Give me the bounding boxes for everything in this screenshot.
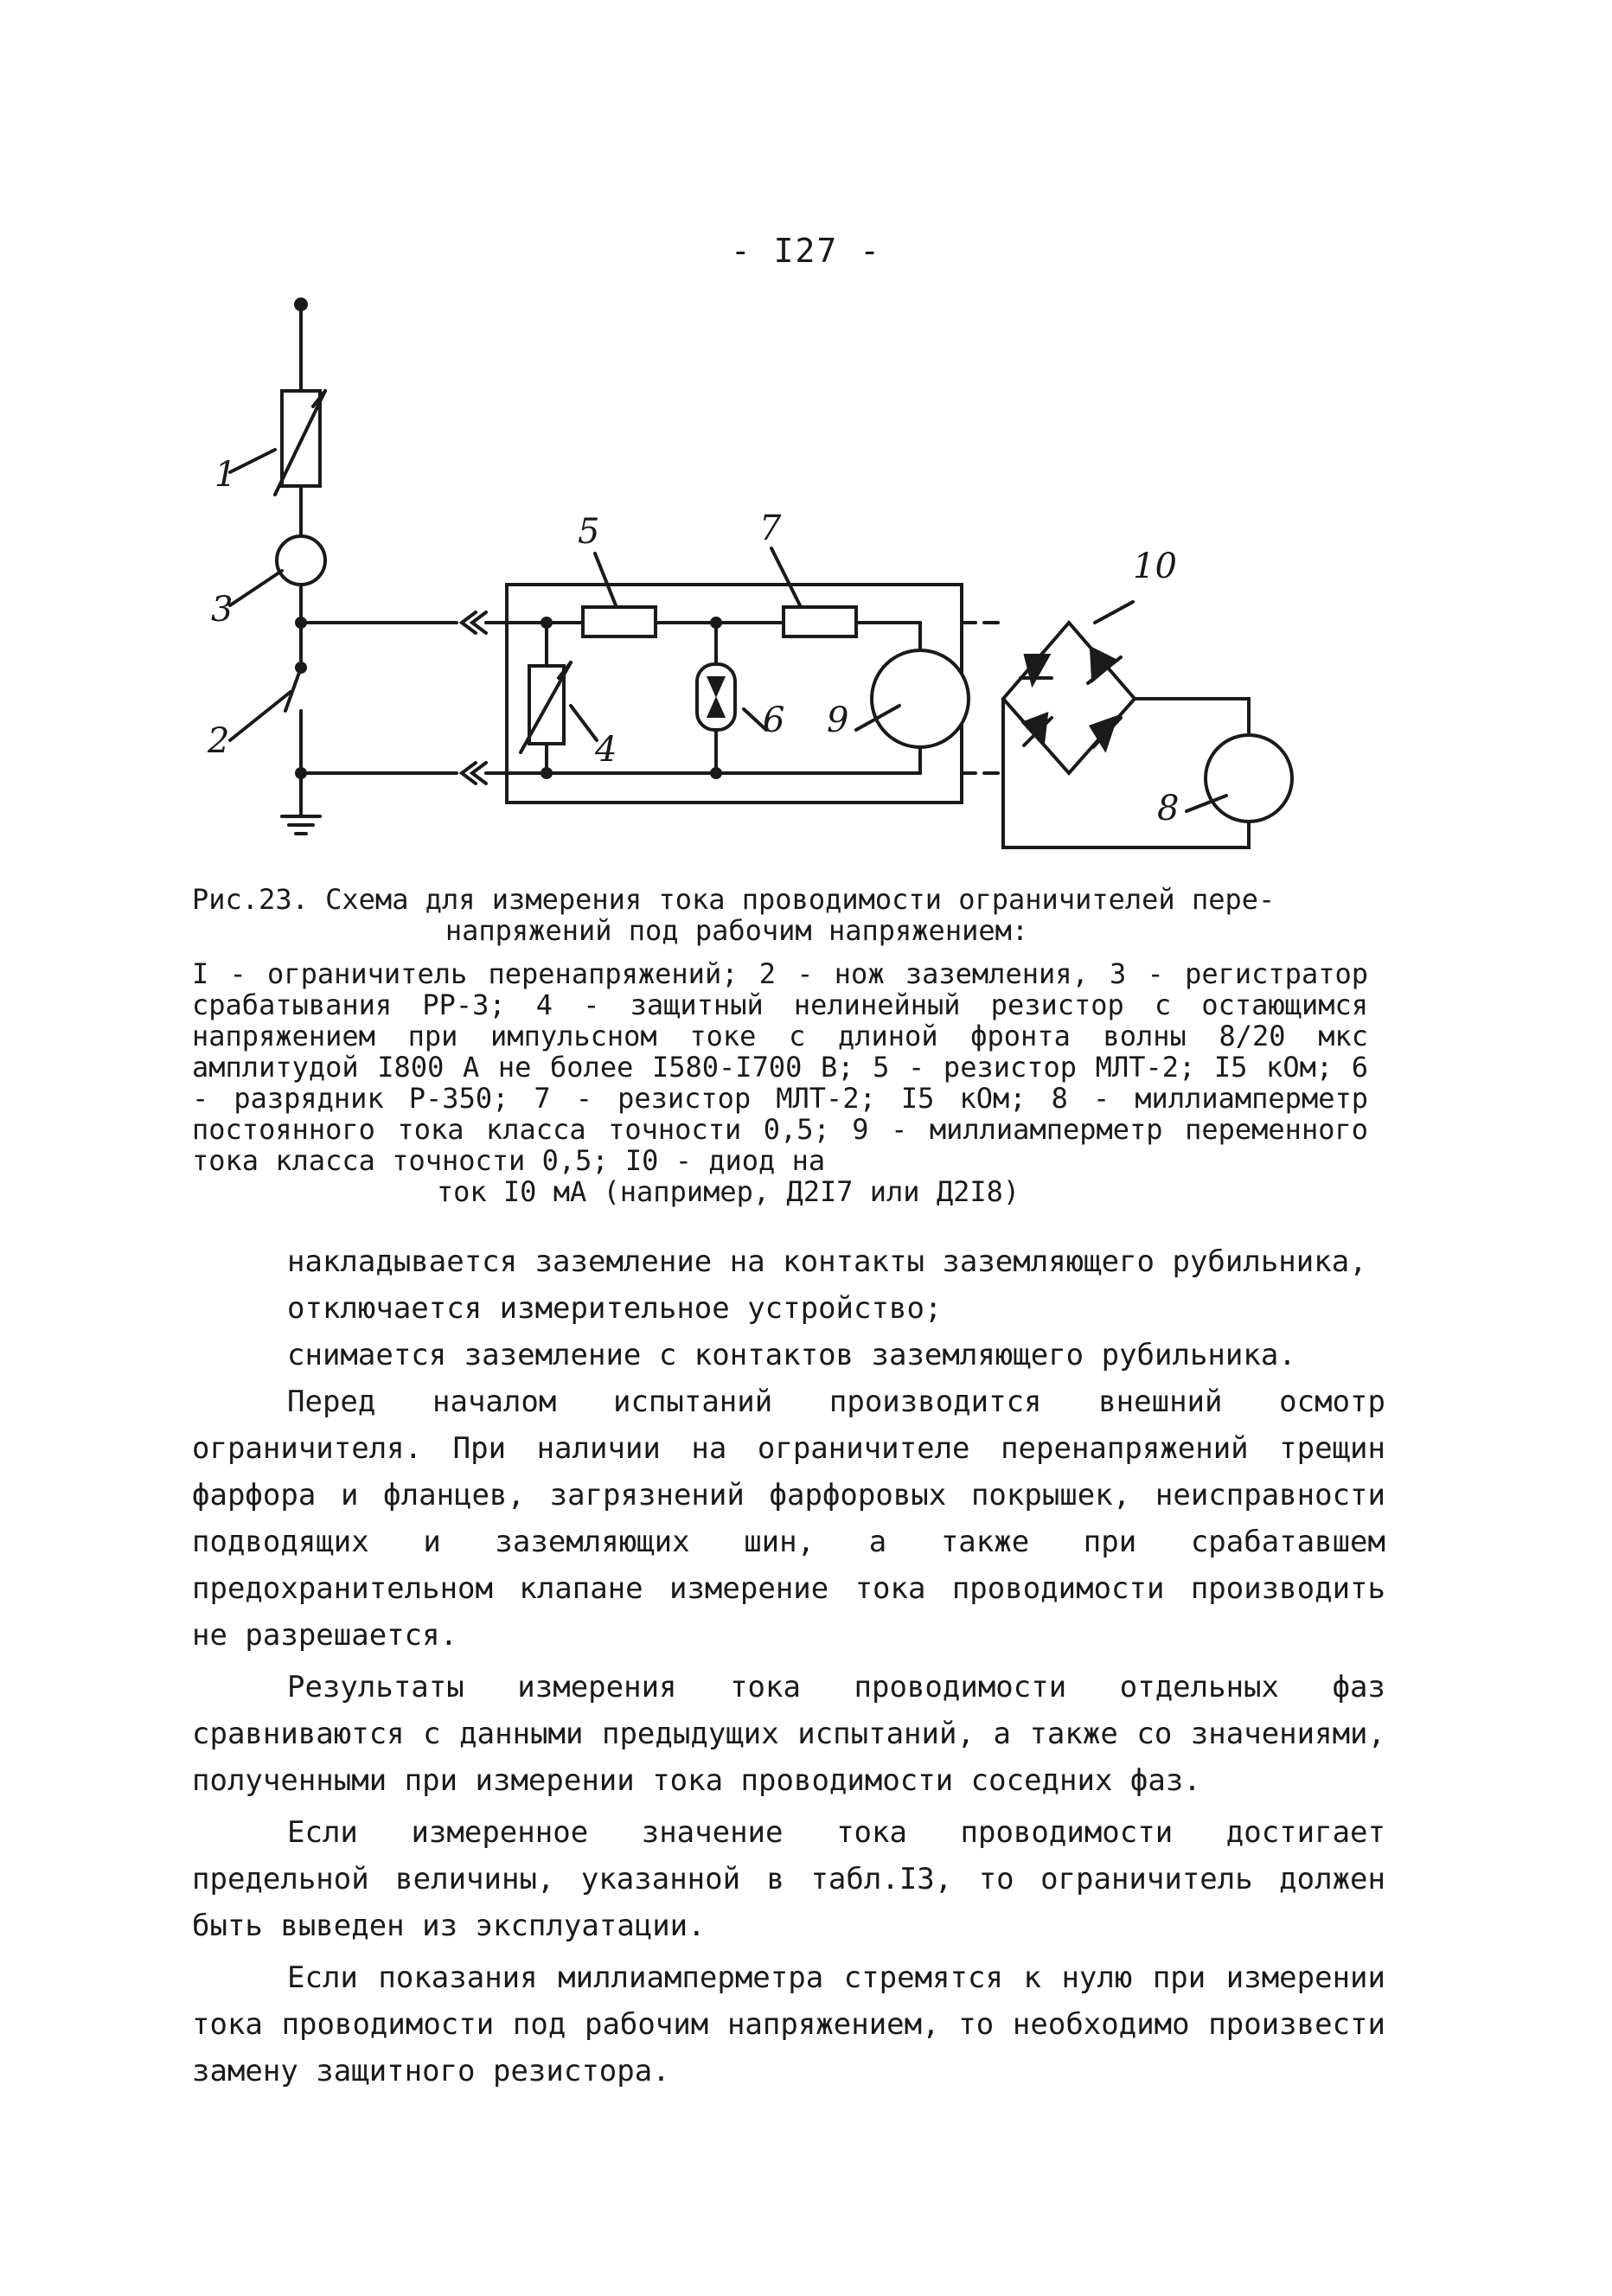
label-8: 8 [1157,789,1180,828]
counter-3 [277,536,325,623]
spark-gap-6 [697,618,735,777]
connector-top [462,612,507,633]
paragraph-2: отключается измерительное устройство; [287,1291,943,1326]
ground-knife-2 [285,623,305,816]
resistor-7 [784,607,856,636]
diode-bridge-10 [1003,623,1135,773]
page-number: - I27 - [730,232,882,270]
caption-legend: I - ограничитель перенапряжений; 2 - нож заземления, 3 - регистратор срабатывания РР-3; 4 - защитный нелинейный резистор с остающимся напряжением при импульсном токе с длиной фронта волны 8/20 мкс амплитудой I800 А не более I580-I700 В; 5 - резистор МЛТ-2; I5 кОм; 6 - разрядник Р-350; 7 - резистор МЛТ-2; I5 кОм; 8 - миллиамперметр постоянного тока класса точности 0,5; 9 - миллиамперметр переменного тока класса точности 0,5; I0 - диод на [192,957,1368,1177]
circuit-diagram [0,0,1612,873]
paragraph-3: снимается заземление с контактов заземляющего рубильника. [287,1338,1296,1372]
body-text [192,1238,1385,2095]
caption-legend-last: ток I0 мА (например, Д2I7 или Д2I8) [436,1175,1020,1208]
paragraph-1: накладывается заземление на контакты заземляющего рубильника, [287,1244,1367,1279]
label-1: 1 [214,455,237,495]
resistor-5 [583,607,656,636]
label-3: 3 [211,590,233,630]
label-5: 5 [578,512,600,552]
paragraph-4: Перед началом испытаний производится внешний осмотр ограничителя. При наличии на ограничителе перенапряжений трещин фарфора и фланцев, загрязнений фарфоровых покрышек, неисправности подводящих и заземляющих шин, а также при срабатавшем предохранительном клапане измерение тока проводимости производить не разрешается. [192,1385,1385,1653]
label-7: 7 [759,508,782,548]
label-2: 2 [208,721,230,761]
label-10: 10 [1133,547,1177,586]
paragraph-6: Если измеренное значение тока проводимости достигает предельной величины, указанной в табл.I3, то ограничитель должен быть выведен из эксплуатации. [192,1815,1385,1943]
label-4: 4 [595,730,617,770]
arrester-1 [275,299,325,536]
connector-bottom [462,763,507,783]
label-9: 9 [827,700,849,740]
ground-symbol [282,816,320,834]
paragraph-7: Если показания миллиамперметра стремятся к нулю при измерении тока проводимости под рабочим напряжением, то необходимо произвести замену защитного резистора. [192,1960,1385,2088]
meter-8 [1206,735,1292,822]
figure-caption [192,884,1368,1207]
paragraph-5: Результаты измерения тока проводимости отдельных фаз сравниваются с данными предыдущих испытаний, а также со значениями, полученными при измерении тока проводимости соседних фаз. [192,1670,1385,1798]
caption-title-line2: напряжений под рабочим напряжением: [445,914,1029,947]
caption-title-line1: Рис.23. Схема для измерения тока проводимости ограничителей пере- [192,883,1276,916]
varistor-4 [521,618,571,777]
label-6: 6 [763,700,785,740]
